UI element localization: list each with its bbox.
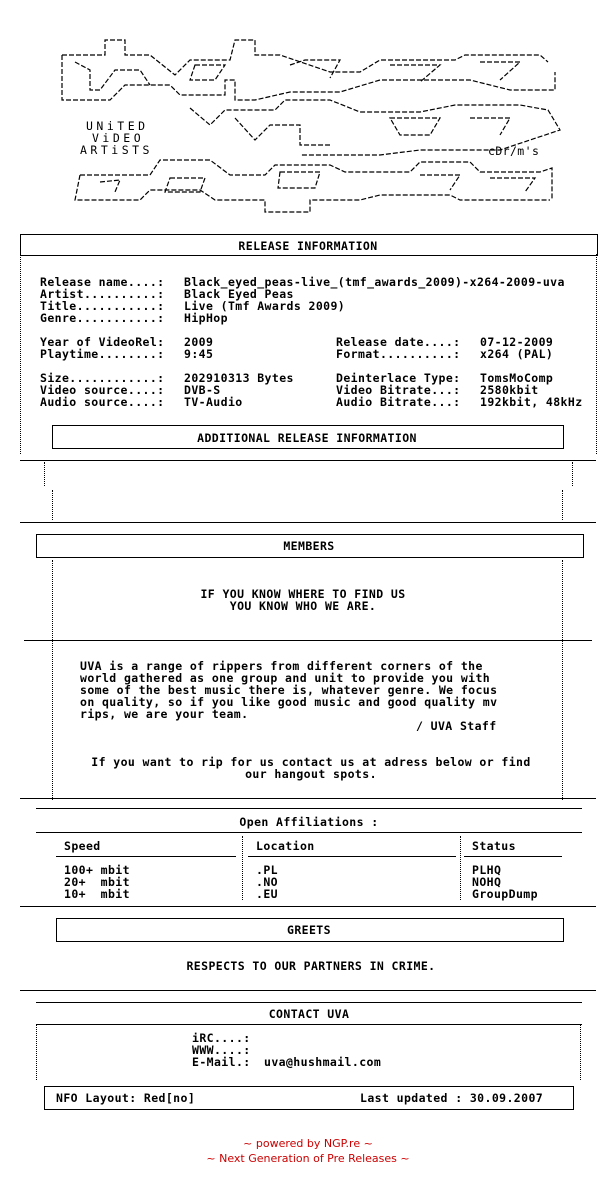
members-motto-line1: IF YOU KNOW WHERE TO FIND US bbox=[200, 587, 406, 601]
playtime-value: 9:45 bbox=[184, 347, 214, 361]
video-bitrate-value: 2580kbit bbox=[480, 383, 539, 397]
contact-email-label: E-Mail.: bbox=[192, 1055, 251, 1069]
affiliations-col-status: Status bbox=[472, 839, 516, 853]
release-name-label: Release name....: bbox=[40, 275, 165, 289]
format-label: Format..........: bbox=[336, 347, 461, 361]
uva-ascii-logo bbox=[0, 0, 616, 220]
affiliation-status: NOHQ bbox=[472, 875, 502, 889]
deinterlace-value: TomsMoComp bbox=[480, 371, 554, 385]
powered-by-link[interactable]: ~ powered by NGP.re ~ bbox=[243, 1137, 373, 1150]
contact-email[interactable]: uva@hushmail.com bbox=[264, 1055, 382, 1069]
video-bitrate-label: Video Bitrate...: bbox=[336, 383, 461, 397]
release-date-value: 07-12-2009 bbox=[480, 335, 554, 349]
artist-value: Black Eyed Peas bbox=[184, 287, 294, 301]
genre-value: HipHop bbox=[184, 311, 228, 325]
affiliation-status: GroupDump bbox=[472, 887, 538, 901]
contact-irc-label: iRC....: bbox=[192, 1031, 251, 1045]
members-staff-signature: / UVA Staff bbox=[416, 719, 497, 733]
members-motto-line2: YOU KNOW WHO WE ARE. bbox=[229, 599, 377, 613]
members-contact-line1: If you want to rip for us contact us at adress below or find bbox=[91, 755, 531, 769]
affiliation-speed: 100+ mbit bbox=[64, 863, 130, 877]
affiliation-status: PLHQ bbox=[472, 863, 502, 877]
release-date-label: Release date....: bbox=[336, 335, 461, 349]
audio-source-label: Audio source....: bbox=[40, 395, 165, 409]
next-gen-link[interactable]: ~ Next Generation of Pre Releases ~ bbox=[206, 1152, 410, 1165]
additional-header: ADDITIONAL RELEASE INFORMATION bbox=[197, 431, 417, 445]
year-label: Year of VideoRel: bbox=[40, 335, 165, 349]
greets-text: RESPECTS TO OUR PARTNERS IN CRIME. bbox=[186, 959, 436, 973]
logo-signature: cDr/m's bbox=[488, 144, 540, 158]
year-value: 2009 bbox=[184, 335, 214, 349]
affiliation-location: .PL bbox=[256, 863, 278, 877]
contact-www-label: WWW....: bbox=[192, 1043, 251, 1057]
title-value: Live (Tmf Awards 2009) bbox=[184, 299, 346, 313]
affiliation-location: .NO bbox=[256, 875, 278, 889]
greets-header: GREETS bbox=[287, 923, 331, 937]
members-about-line: world gathered as one group and unit to provide you with bbox=[80, 671, 491, 685]
audio-bitrate-value: 192kbit, 48kHz bbox=[480, 395, 583, 409]
deinterlace-label: Deinterlace Type: bbox=[336, 371, 461, 385]
release-info-header: RELEASE INFORMATION bbox=[238, 239, 378, 253]
footer-next-gen bbox=[0, 1152, 616, 1165]
members-header: MEMBERS bbox=[283, 539, 335, 553]
affiliations-header: Open Affiliations : bbox=[239, 815, 379, 829]
title-label: Title...........: bbox=[40, 299, 165, 313]
artist-label: Artist..........: bbox=[40, 287, 165, 301]
members-about-line: UVA is a range of rippers from different corners of the bbox=[80, 659, 483, 673]
size-value: 202910313 Bytes bbox=[184, 371, 294, 385]
playtime-label: Playtime........: bbox=[40, 347, 165, 361]
logo-united: UNiTED bbox=[86, 119, 149, 133]
video-source-value: DVB-S bbox=[184, 383, 221, 397]
audio-source-value: TV-Audio bbox=[184, 395, 243, 409]
logo-artists: ARTiSTS bbox=[80, 143, 153, 157]
nfo-layout-credit: NFO Layout: Red[no] bbox=[56, 1091, 196, 1105]
genre-label: Genre...........: bbox=[40, 311, 165, 325]
members-about-line: on quality, so if you like good music and good quality mv bbox=[80, 695, 498, 709]
members-divider bbox=[24, 640, 592, 641]
format-value: x264 (PAL) bbox=[480, 347, 554, 361]
affiliations-col-speed: Speed bbox=[64, 839, 101, 853]
affiliation-speed: 20+ mbit bbox=[64, 875, 130, 889]
release-name-value: Black_eyed_peas-live_(tmf_awards_2009)-x264-2009-uva bbox=[184, 275, 565, 289]
members-contact-line2: our hangout spots. bbox=[245, 767, 377, 781]
footer-powered bbox=[0, 1137, 616, 1150]
affiliation-location: .EU bbox=[256, 887, 278, 901]
audio-bitrate-label: Audio Bitrate...: bbox=[336, 395, 461, 409]
affiliations-col-location: Location bbox=[256, 839, 315, 853]
contact-header: CONTACT UVA bbox=[268, 1007, 350, 1021]
size-label: Size............: bbox=[40, 371, 165, 385]
members-about-line: rips, we are your team. bbox=[80, 707, 249, 721]
logo-video: ViDEO bbox=[92, 131, 145, 145]
video-source-label: Video source....: bbox=[40, 383, 165, 397]
members-about-line: some of the best music there is, whatever genre. We focus bbox=[80, 683, 498, 697]
last-updated: Last updated : 30.09.2007 bbox=[360, 1091, 544, 1105]
affiliation-speed: 10+ mbit bbox=[64, 887, 130, 901]
